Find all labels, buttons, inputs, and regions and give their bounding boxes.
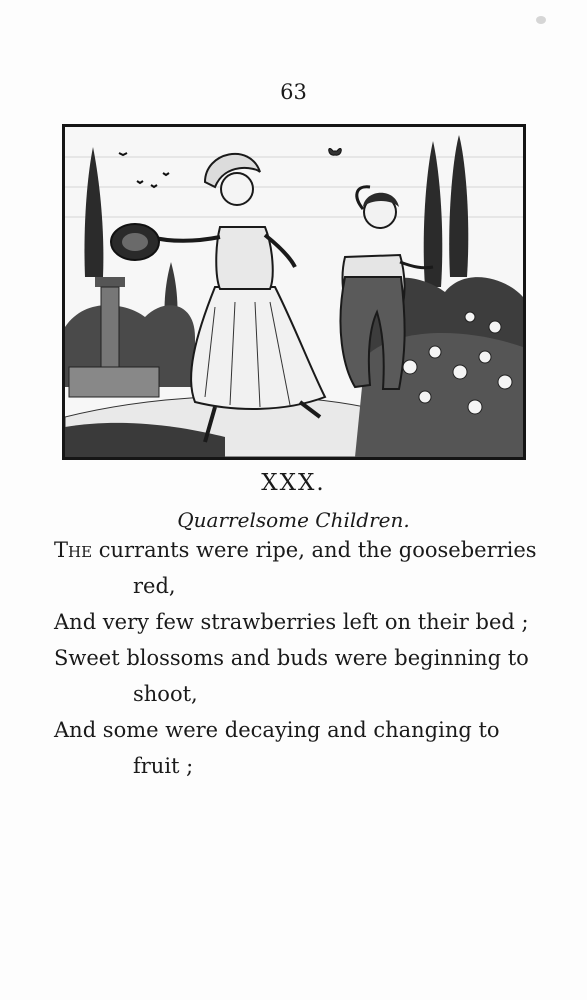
verse-first-word: The <box>54 538 93 562</box>
verse-line <box>133 574 176 598</box>
verse-line-text: fruit ; <box>133 754 194 778</box>
illustration-drawing <box>65 127 523 457</box>
verse-line-text: currants were ripe, and the gooseberries <box>92 538 537 562</box>
verse-line-text: And some were decaying and changing to <box>54 718 500 742</box>
verse-line-text: red, <box>133 574 176 598</box>
verse-line-text: Sweet blossoms and buds were beginning to <box>54 646 529 670</box>
woodcut-illustration <box>62 124 526 460</box>
verse-line <box>54 610 529 634</box>
verse-line-text: And very few strawberries left on their bed ; <box>54 610 529 634</box>
verse-line <box>54 646 529 670</box>
verse-line <box>133 754 193 778</box>
page-number: 63 <box>280 80 307 104</box>
verse-line <box>54 718 500 742</box>
verse-line <box>133 682 198 706</box>
verse-line <box>54 538 537 562</box>
chapter-title: Quarrelsome Children. <box>177 508 410 532</box>
paper-speck <box>536 16 546 24</box>
verse-line-text: shoot, <box>133 682 198 706</box>
chapter-number: XXX. <box>261 470 326 496</box>
